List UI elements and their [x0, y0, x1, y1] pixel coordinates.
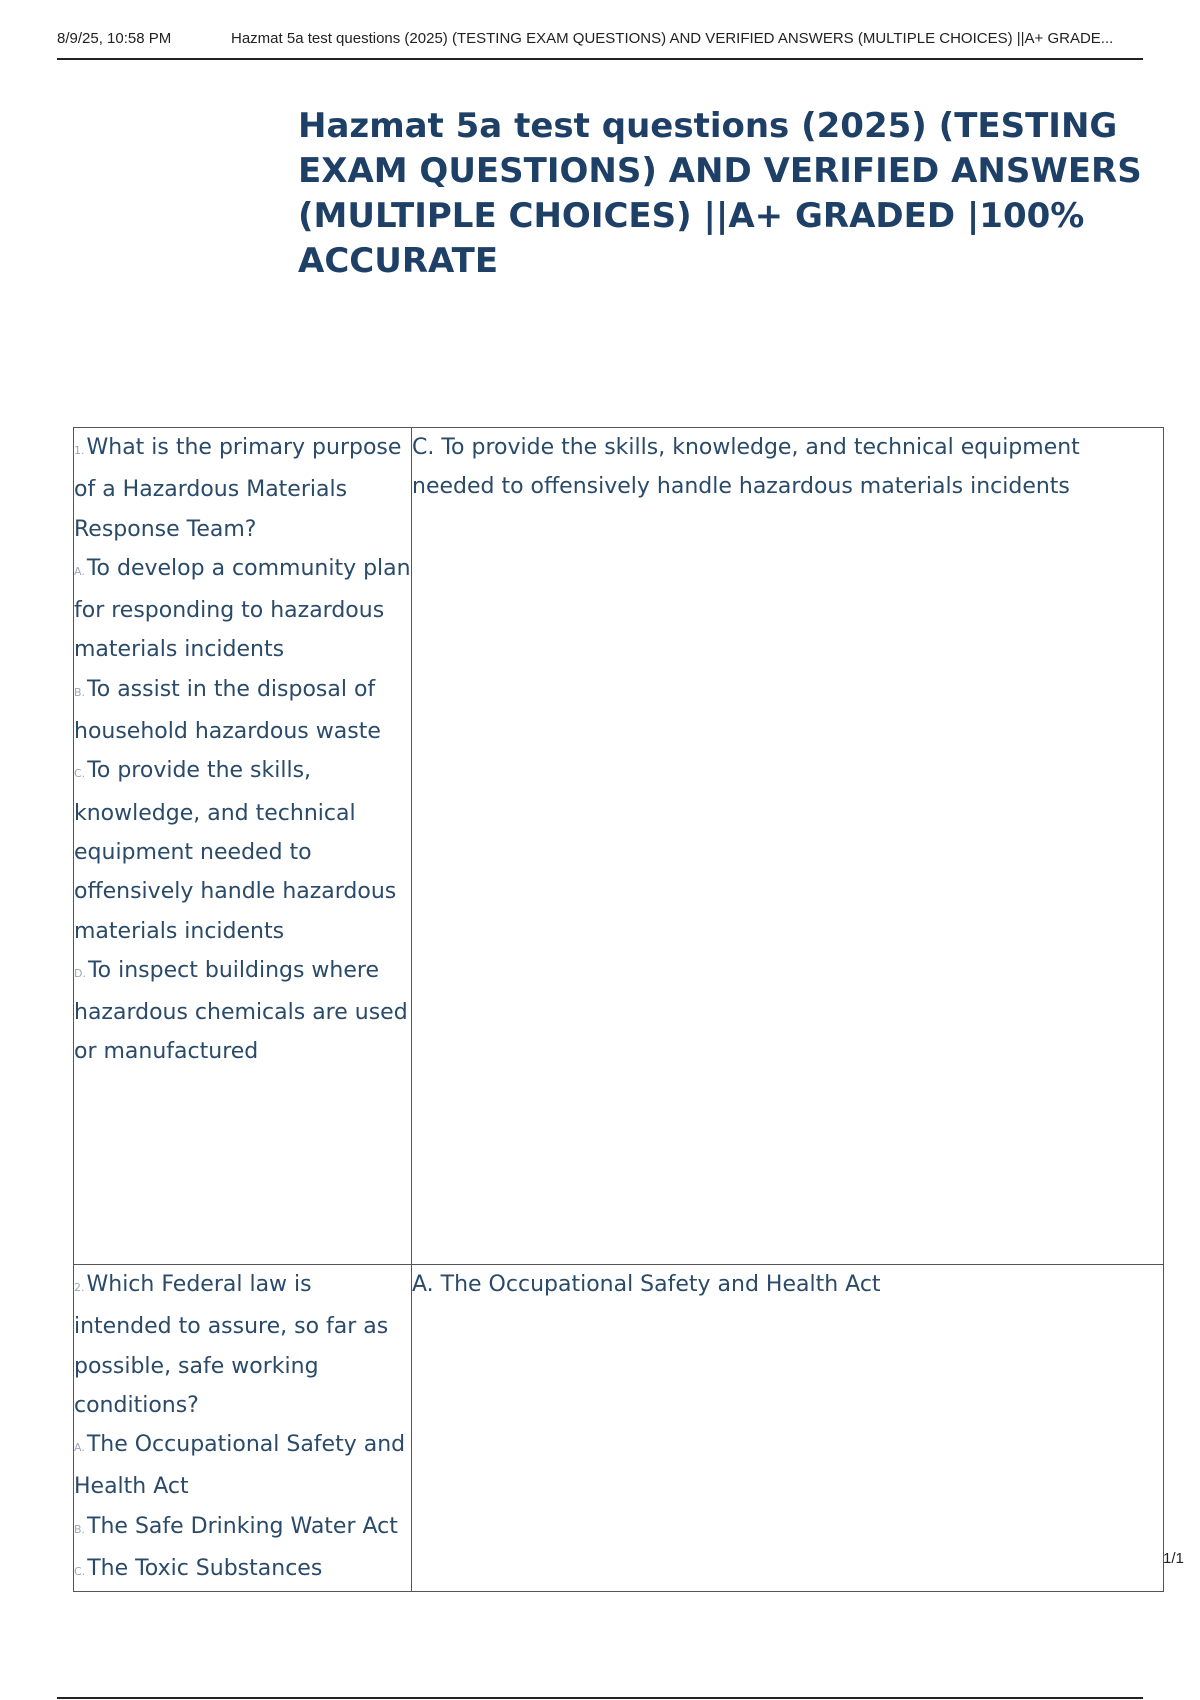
question-text: What is the primary purpose of a Hazardous Materials Response Team?	[74, 435, 402, 542]
option-item	[74, 549, 411, 670]
question-prompt	[74, 428, 411, 549]
option-text: To inspect buildings where hazardous chemicals are used or manufactured	[74, 957, 408, 1065]
question-cell	[74, 428, 412, 1265]
option-item	[74, 1549, 411, 1591]
option-letter: C.	[74, 767, 86, 781]
option-letter: A.	[74, 1441, 85, 1455]
option-text: The Occupational Safety and Health Act	[74, 1432, 406, 1500]
print-header	[57, 28, 1143, 60]
option-text: To develop a community plan for responding to hazardous materials incidents	[74, 555, 411, 663]
option-item	[74, 1425, 411, 1507]
option-item	[74, 670, 411, 752]
option-text: The Safe Drinking Water Act	[87, 1513, 398, 1539]
answer-cell	[412, 428, 1164, 1265]
question-prompt	[74, 1265, 411, 1425]
answer-text: A. The Occupational Safety and Health Act	[412, 1272, 881, 1297]
option-letter: D.	[74, 966, 86, 980]
question-cell	[74, 1265, 412, 1592]
option-item	[74, 951, 411, 1072]
option-text: To provide the skills, knowledge, and technical equipment needed to offensively handle hazardous materials incidents	[74, 758, 397, 944]
answer-text: C. To provide the skills, knowledge, and technical equipment needed to offensively handle hazardous materials incidents	[412, 435, 1080, 500]
answer-cell	[412, 1265, 1164, 1592]
table-row	[74, 428, 1164, 1265]
option-item	[74, 1507, 411, 1549]
option-letter: B.	[74, 1522, 86, 1536]
option-text: To assist in the disposal of household hazardous waste	[74, 676, 381, 745]
print-page-title: Hazmat 5a test questions (2025) (TESTING EXAM QUESTIONS) AND VERIFIED ANSWERS (MULTIPLE CHOICES) ||A+ GRADE...	[231, 30, 1114, 47]
question-number: 1.	[74, 444, 85, 457]
qa-table	[73, 427, 1164, 1592]
page-number: 1/1	[1163, 1550, 1184, 1567]
footer-divider	[57, 1697, 1143, 1699]
option-letter: A.	[74, 564, 85, 578]
table-row	[74, 1265, 1164, 1592]
question-text: Which Federal law is intended to assure, so far as possible, safe working conditions?	[74, 1272, 389, 1418]
document-title: Hazmat 5a test questions (2025) (TESTING EXAM QUESTIONS) AND VERIFIED ANSWERS (MULTIPLE CHOICES) ||A+ GRADED |100% ACCURATE	[298, 106, 1142, 281]
print-datetime: 8/9/25, 10:58 PM	[57, 30, 172, 47]
option-letter: C.	[74, 1565, 86, 1579]
option-text: The Toxic Substances	[87, 1556, 323, 1582]
option-item	[74, 751, 411, 950]
option-letter: B.	[74, 685, 86, 699]
question-number: 2.	[74, 1281, 85, 1294]
